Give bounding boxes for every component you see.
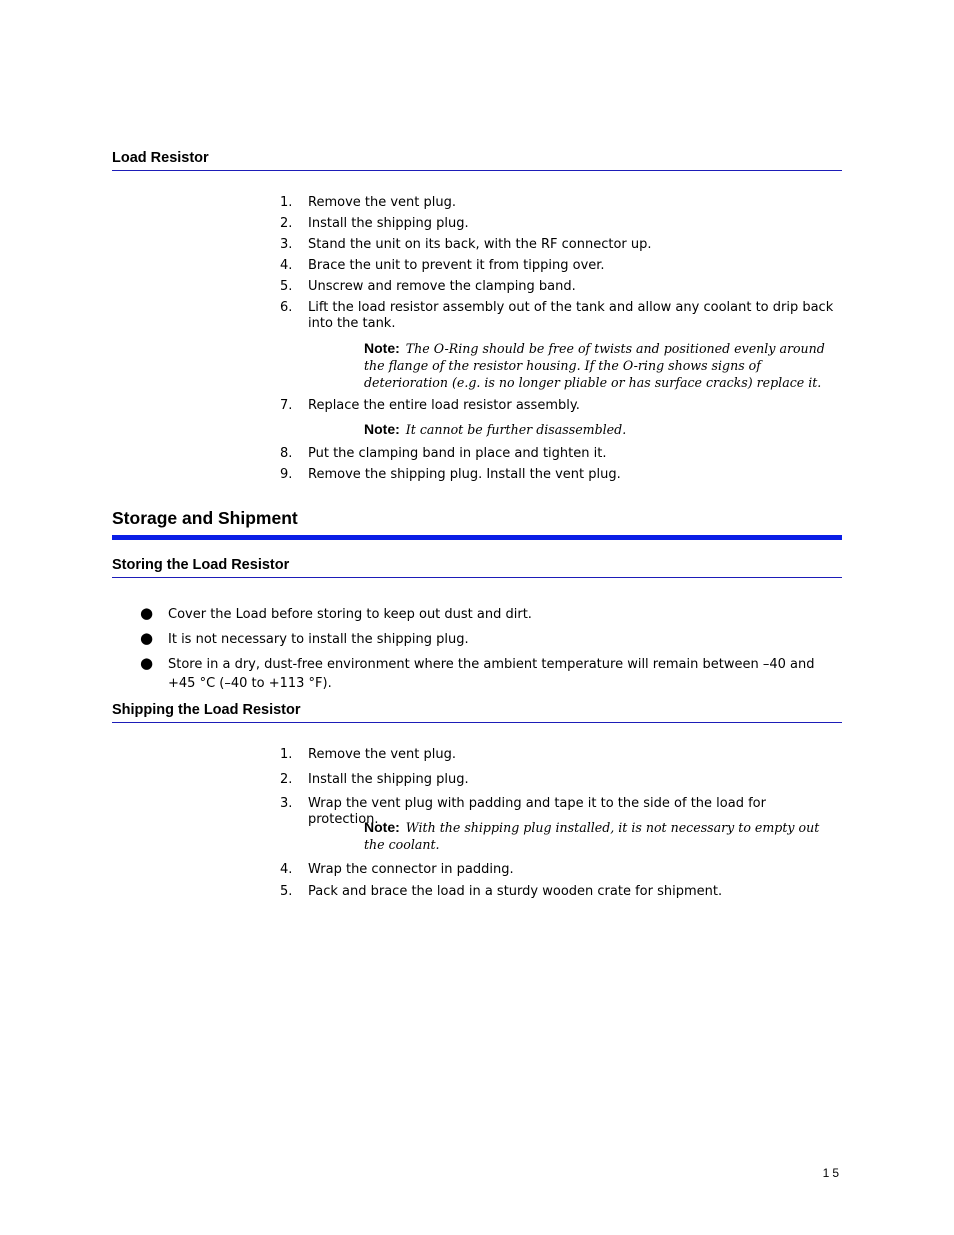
step-number: 6. bbox=[280, 300, 293, 315]
step-text: Install the shipping plug. bbox=[308, 772, 469, 787]
list-item bbox=[280, 884, 840, 900]
storage-shipment-heading: Storage and Shipment bbox=[112, 508, 842, 540]
step-number: 4. bbox=[280, 862, 293, 877]
step-number: 4. bbox=[280, 258, 293, 273]
note-shipping-plug bbox=[364, 819, 842, 853]
step-text: Install the shipping plug. bbox=[308, 216, 469, 231]
list-item bbox=[140, 630, 842, 649]
note-label: Note: bbox=[364, 819, 400, 835]
step-text: Lift the load resistor assembly out of the tank and allow any coolant to drip back into the tank. bbox=[308, 300, 834, 331]
step-text: Wrap the connector in padding. bbox=[308, 862, 514, 877]
list-item bbox=[280, 446, 840, 462]
step-text: Remove the vent plug. bbox=[308, 747, 457, 762]
page-number: 15 bbox=[822, 1166, 842, 1180]
bullet-icon: ● bbox=[140, 654, 154, 672]
step-number: 7. bbox=[280, 398, 293, 413]
step-text: Remove the vent plug. bbox=[308, 195, 457, 210]
step-text: Wrap the vent plug with padding and tape it to the side of the load for protection. bbox=[308, 796, 766, 827]
shipping-heading: Shipping the Load Resistor bbox=[112, 702, 842, 723]
bullet-text: Store in a dry, dust-free environment where the ambient temperature will remain between –40 and +45 °C (–40 to +113 °F). bbox=[168, 657, 815, 691]
list-item bbox=[280, 195, 840, 211]
step-text: Replace the entire load resistor assembly. bbox=[308, 398, 580, 413]
list-item bbox=[280, 216, 840, 232]
list-item bbox=[280, 862, 840, 878]
note-text: It cannot be further disassembled. bbox=[405, 422, 627, 437]
list-item bbox=[280, 258, 840, 274]
list-item bbox=[280, 398, 840, 414]
step-number: 1. bbox=[280, 195, 293, 210]
list-item bbox=[140, 605, 842, 624]
bullet-icon: ● bbox=[140, 604, 154, 622]
note-label: Note: bbox=[364, 340, 400, 356]
bullet-text: It is not necessary to install the shipping plug. bbox=[168, 632, 469, 647]
note-text: The O-Ring should be free of twists and positioned evenly around the flange of the resistor housing. If the O-ring shows signs of deterioration (e.g. is no longer pliable or has surface cracks) replace it. bbox=[364, 341, 825, 390]
bullet-icon: ● bbox=[140, 629, 154, 647]
step-text: Unscrew and remove the clamping band. bbox=[308, 279, 576, 294]
step-text: Remove the shipping plug. Install the vent plug. bbox=[308, 467, 621, 482]
list-item bbox=[280, 237, 840, 253]
list-item bbox=[280, 279, 840, 295]
step-number: 8. bbox=[280, 446, 293, 461]
step-number: 2. bbox=[280, 772, 293, 787]
load-resistor-heading: Load Resistor bbox=[112, 150, 842, 171]
step-text: Brace the unit to prevent it from tipping over. bbox=[308, 258, 605, 273]
step-number: 2. bbox=[280, 216, 293, 231]
note-o-ring bbox=[364, 340, 842, 391]
note-disassembly bbox=[364, 421, 842, 438]
note-text: With the shipping plug installed, it is not necessary to empty out the coolant. bbox=[364, 820, 820, 852]
list-item bbox=[280, 300, 840, 332]
list-item bbox=[280, 772, 840, 788]
list-item bbox=[280, 747, 840, 763]
step-number: 3. bbox=[280, 796, 293, 811]
step-number: 5. bbox=[280, 884, 293, 899]
step-number: 1. bbox=[280, 747, 293, 762]
step-number: 3. bbox=[280, 237, 293, 252]
list-item bbox=[140, 655, 842, 693]
step-text: Stand the unit on its back, with the RF connector up. bbox=[308, 237, 652, 252]
storing-heading: Storing the Load Resistor bbox=[112, 557, 842, 578]
step-text: Put the clamping band in place and tighten it. bbox=[308, 446, 607, 461]
list-item bbox=[280, 467, 840, 483]
note-label: Note: bbox=[364, 421, 400, 437]
step-text: Pack and brace the load in a sturdy wooden crate for shipment. bbox=[308, 884, 723, 899]
bullet-text: Cover the Load before storing to keep out dust and dirt. bbox=[168, 607, 532, 622]
step-number: 9. bbox=[280, 467, 293, 482]
step-number: 5. bbox=[280, 279, 293, 294]
